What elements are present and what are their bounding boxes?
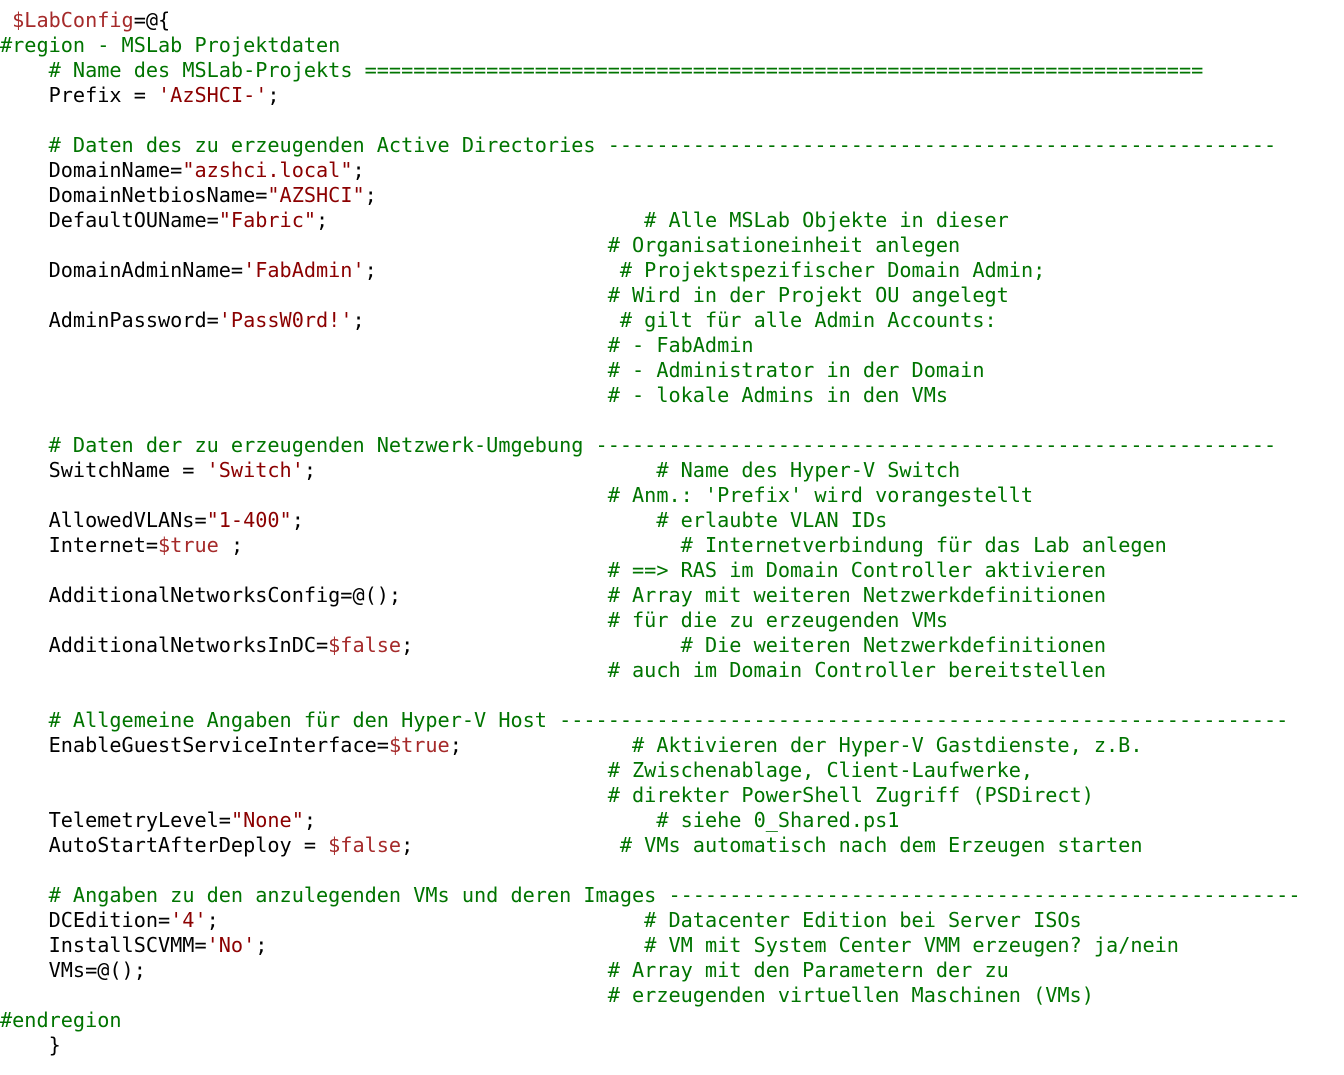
code-text	[0, 658, 608, 682]
code-text	[0, 333, 608, 357]
code-string-literal: '4'	[170, 908, 207, 932]
code-comment: # - FabAdmin	[607, 333, 754, 357]
code-text: Internet=	[0, 533, 159, 557]
code-comment: # Name des Hyper-V Switch	[656, 458, 961, 482]
code-variable: $false	[328, 833, 402, 857]
code-string-literal: "Fabric"	[218, 208, 317, 232]
code-comment: # für die zu erzeugenden VMs	[607, 608, 949, 632]
code-string-literal: "azshci.local"	[182, 158, 353, 182]
code-comment: # Allgemeine Angaben für den Hyper-V Host ------------------------------------------------------------	[48, 708, 1289, 732]
code-line	[0, 733, 1344, 758]
code-text	[0, 983, 608, 1007]
code-string-literal: 'AzSHCI-'	[158, 83, 268, 107]
code-line	[0, 783, 1344, 808]
code-text	[0, 758, 608, 782]
code-text: ;	[206, 908, 645, 932]
code-line	[0, 483, 1344, 508]
code-line	[0, 508, 1344, 533]
code-comment: # direkter PowerShell Zugriff (PSDirect)	[607, 783, 1094, 807]
code-line	[0, 308, 1344, 333]
code-text: DefaultOUName=	[0, 208, 219, 232]
code-line	[0, 658, 1344, 683]
code-text	[0, 383, 608, 407]
code-text	[0, 783, 608, 807]
code-comment: # Angaben zu den anzulegenden VMs und deren Images ----------------------------------------------------	[48, 883, 1301, 907]
code-line	[0, 233, 1344, 258]
code-line	[0, 383, 1344, 408]
code-text	[0, 233, 608, 257]
code-text	[0, 133, 49, 157]
code-line	[0, 108, 1344, 133]
code-text	[0, 58, 49, 82]
code-comment: # ==> RAS im Domain Controller aktivieren	[607, 558, 1107, 582]
code-line	[0, 858, 1344, 883]
code-text: EnableGuestServiceInterface=	[0, 733, 389, 757]
code-comment: # Zwischenablage, Client-Laufwerke,	[607, 758, 1034, 782]
code-text: ;	[352, 158, 365, 182]
code-comment: # siehe 0_Shared.ps1	[656, 808, 900, 832]
code-line	[0, 608, 1344, 633]
code-variable: $true	[388, 733, 450, 757]
code-comment: # Internetverbindung für das Lab anlegen	[680, 533, 1167, 557]
code-text: ;	[364, 183, 377, 207]
code-text	[0, 433, 49, 457]
code-comment: # Anm.: 'Prefix' wird vorangestellt	[607, 483, 1034, 507]
code-text: AllowedVLANs=	[0, 508, 207, 532]
code-line	[0, 933, 1344, 958]
code-line	[0, 808, 1344, 833]
code-text: }	[0, 1033, 61, 1057]
code-comment: # Daten des zu erzeugenden Active Directories -------------------------------------------------------	[48, 133, 1277, 157]
code-comment: #region - MSLab Projektdaten	[0, 33, 341, 57]
code-comment: # Datacenter Edition bei Server ISOs	[644, 908, 1082, 932]
code-line	[0, 1008, 1344, 1033]
code-comment: # Organisationeinheit anlegen	[607, 233, 961, 257]
code-text	[0, 558, 608, 582]
code-comment: # Array mit den Parametern der zu	[607, 958, 1009, 982]
code-text: ;	[401, 833, 620, 857]
code-comment: #endregion	[0, 1008, 122, 1032]
code-string-literal: "1-400"	[206, 508, 292, 532]
code-comment: # Daten der zu erzeugenden Netzwerk-Umgebung --------------------------------------------------------	[48, 433, 1277, 457]
code-comment: # gilt für alle Admin Accounts:	[619, 308, 997, 332]
code-line	[0, 133, 1344, 158]
code-text: SwitchName =	[0, 458, 207, 482]
code-line	[0, 683, 1344, 708]
code-text: ;	[364, 258, 620, 282]
code-string-literal: 'PassW0rd!'	[218, 308, 353, 332]
code-comment: # Die weiteren Netzwerkdefinitionen	[680, 633, 1107, 657]
code-string-literal: "None"	[230, 808, 304, 832]
code-line	[0, 958, 1344, 983]
code-text: ;	[291, 508, 657, 532]
code-line	[0, 258, 1344, 283]
code-line	[0, 83, 1344, 108]
code-line	[0, 208, 1344, 233]
code-line	[0, 433, 1344, 458]
code-comment: # erzeugenden virtuellen Maschinen (VMs)	[607, 983, 1094, 1007]
code-line	[0, 1033, 1344, 1058]
code-variable: $true	[158, 533, 219, 557]
code-line	[0, 583, 1344, 608]
code-text: ;	[401, 633, 681, 657]
code-variable: $false	[328, 633, 402, 657]
code-comment: # - Administrator in der Domain	[607, 358, 985, 382]
code-text: DomainAdminName=	[0, 258, 244, 282]
code-text	[0, 708, 49, 732]
code-comment: # Alle MSLab Objekte in dieser	[644, 208, 1009, 232]
code-comment: # Array mit weiteren Netzwerkdefinitionen	[607, 583, 1107, 607]
code-text: ;	[303, 808, 657, 832]
code-comment: # Wird in der Projekt OU angelegt	[607, 283, 1009, 307]
code-text: DCEdition=	[0, 908, 171, 932]
code-text: ;	[218, 533, 681, 557]
code-line	[0, 983, 1344, 1008]
code-comment: # Projektspezifischer Domain Admin;	[619, 258, 1046, 282]
code-line	[0, 758, 1344, 783]
code-comment: # VM mit System Center VMM erzeugen? ja/nein	[644, 933, 1179, 957]
code-comment: # Name des MSLab-Projekts =====================================================================	[48, 58, 1204, 82]
code-line	[0, 8, 1344, 33]
code-line	[0, 58, 1344, 83]
code-variable: $LabConfig	[12, 8, 134, 32]
code-line	[0, 908, 1344, 933]
code-text: ;	[316, 208, 645, 232]
code-comment: # auch im Domain Controller bereitstellen	[607, 658, 1107, 682]
code-text: ;	[255, 933, 645, 957]
code-text: AutoStartAfterDeploy =	[0, 833, 329, 857]
code-text: InstallSCVMM=	[0, 933, 207, 957]
code-comment: # VMs automatisch nach dem Erzeugen starten	[619, 833, 1143, 857]
code-line	[0, 633, 1344, 658]
code-line	[0, 358, 1344, 383]
code-text	[0, 883, 49, 907]
code-line	[0, 558, 1344, 583]
code-text: AdminPassword=	[0, 308, 219, 332]
code-text: TelemetryLevel=	[0, 808, 231, 832]
code-text: ;	[352, 308, 620, 332]
code-comment: # Aktivieren der Hyper-V Gastdienste, z.B.	[632, 733, 1143, 757]
code-string-literal: 'No'	[206, 933, 256, 957]
code-text	[0, 608, 608, 632]
code-text: DomainNetbiosName=	[0, 183, 268, 207]
code-line	[0, 283, 1344, 308]
code-string-literal: 'Switch'	[206, 458, 304, 482]
code-text: AdditionalNetworksInDC=	[0, 633, 329, 657]
code-line	[0, 408, 1344, 433]
code-line	[0, 33, 1344, 58]
code-string-literal: "AZSHCI"	[267, 183, 365, 207]
code-editor[interactable]	[0, 8, 1344, 1068]
code-comment: # erlaubte VLAN IDs	[656, 508, 888, 532]
code-text: ;	[303, 458, 657, 482]
code-line	[0, 883, 1344, 908]
code-text: AdditionalNetworksConfig=@();	[0, 583, 608, 607]
code-text	[0, 283, 608, 307]
code-string-literal: 'FabAdmin'	[243, 258, 365, 282]
code-text	[0, 8, 12, 32]
code-text: VMs=@();	[0, 958, 608, 982]
code-text: Prefix =	[0, 83, 159, 107]
code-line	[0, 333, 1344, 358]
code-line	[0, 708, 1344, 733]
code-text	[0, 358, 608, 382]
code-text: ;	[449, 733, 633, 757]
code-text: DomainName=	[0, 158, 183, 182]
code-line	[0, 833, 1344, 858]
code-text: ;	[267, 83, 280, 107]
code-text	[0, 483, 608, 507]
code-line	[0, 533, 1344, 558]
code-line	[0, 458, 1344, 483]
code-line	[0, 158, 1344, 183]
code-comment: # - lokale Admins in den VMs	[607, 383, 949, 407]
code-text: =@{	[133, 8, 171, 32]
code-line	[0, 183, 1344, 208]
